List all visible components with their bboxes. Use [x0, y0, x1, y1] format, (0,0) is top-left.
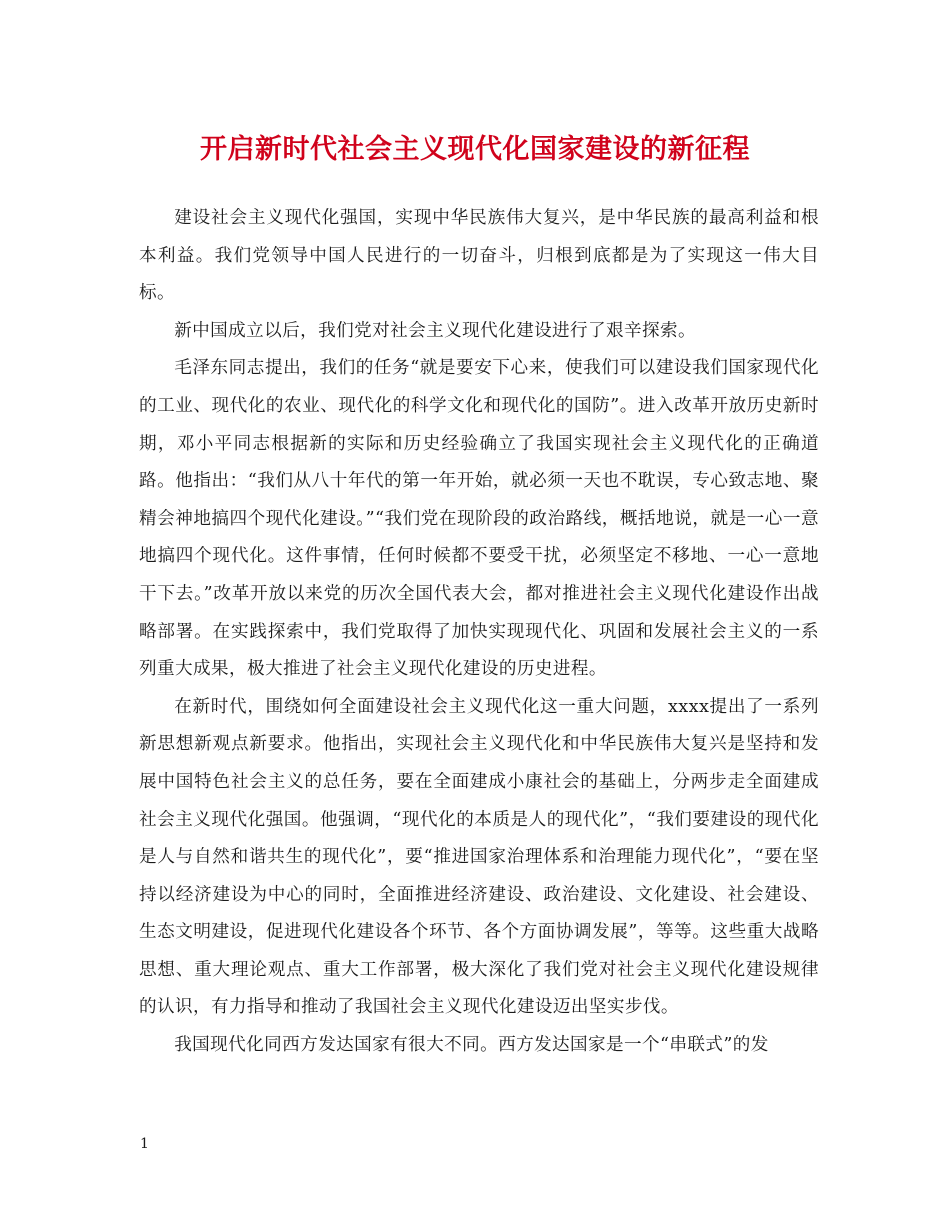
paragraph-4: 在新时代，围绕如何全面建设社会主义现代化这一重大问题，xxxx提出了一系列新思想新观点新要求。他指出，实现社会主义现代化和中华民族伟大复兴是坚持和发展中国特色社会主义的总任务，要在全面建成小康社会的基础上，分两步走全面建成社会主义现代化强国。他强调，“现代化的本质是人的现代化”，“我们要建设的现代化是人与自然和谐共生的现代化”，要“推进国家治理体系和治理能力现代化”，“要在坚持以经济建设为中心的同时，全面推进经济建设、政治建设、文化建设、社会建设、生态文明建设，促进现代化建设各个环节、各个方面协调发展”，等等。这些重大战略思想、重大理论观点、重大工作部署，极大深化了我们党对社会主义现代化建设规律的认识，有力指导和推动了我国社会主义现代化建设迈出坚实步伐。 — [139, 696, 819, 1018]
document-title: 开启新时代社会主义现代化国家建设的新征程 — [200, 134, 750, 165]
paragraph-1: 建设社会主义现代化强国，实现中华民族伟大复兴，是中华民族的最高利益和根本利益。我们党领导中国人民进行的一切奋斗，归根到底都是为了实现这一伟大目标。 — [139, 208, 819, 304]
paragraph-5: 我国现代化同西方发达国家有很大不同。西方发达国家是一个“串联式”的发 — [174, 1035, 769, 1056]
page-number: 1 — [140, 1136, 149, 1152]
document-body — [139, 200, 819, 1065]
paragraph-3: 毛泽东同志提出，我们的任务“就是要安下心来，使我们可以建设我们国家现代化的工业、现代化的农业、现代化的科学文化和现代化的国防”。进入改革开放历史新时期，邓小平同志根据新的实际和历史经验确立了我国实现社会主义现代化的正确道路。他指出：“我们从八十年代的第一年开始，就必须一天也不耽误，专心致志地、聚精会神地搞四个现代化建设。”“我们党在现阶段的政治路线，概括地说，就是一心一意地搞四个现代化。这件事情，任何时候都不要受干扰，必须坚定不移地、一心一意地干下去。”改革开放以来党的历次全国代表大会，都对推进社会主义现代化建设作出战略部署。在实践探索中，我们党取得了加快实现现代化、巩固和发展社会主义的一系列重大成果，极大推进了社会主义现代化建设的历史进程。 — [139, 358, 819, 680]
paragraph-2: 新中国成立以后，我们党对社会主义现代化建设进行了艰辛探索。 — [174, 320, 697, 341]
